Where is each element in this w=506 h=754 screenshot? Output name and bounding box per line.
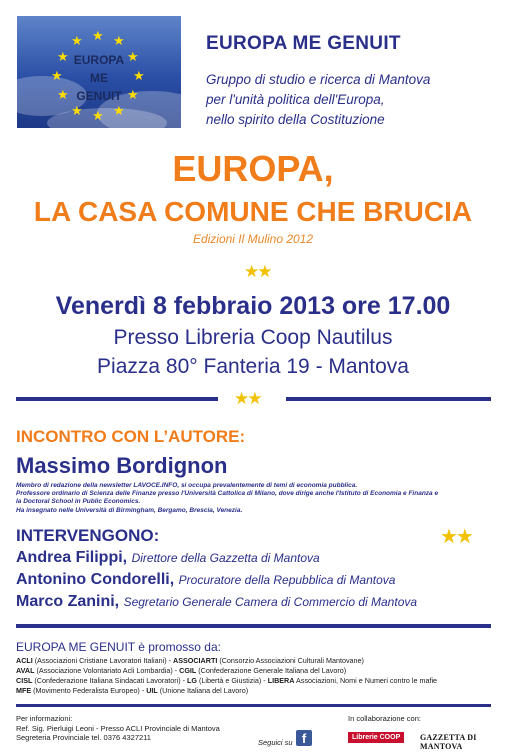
flag-text-line2: ME bbox=[90, 71, 108, 85]
event-venue-line1: Presso Libreria Coop Nautilus bbox=[113, 326, 393, 349]
facebook-icon[interactable]: f bbox=[296, 730, 312, 746]
divider-right bbox=[286, 397, 491, 401]
promoter-line bbox=[16, 656, 501, 666]
org-description bbox=[206, 70, 430, 130]
speaker-row bbox=[16, 549, 320, 567]
promoter-acronym: ACLI bbox=[16, 656, 33, 665]
divider bbox=[16, 704, 491, 707]
speaker-row bbox=[16, 571, 395, 589]
divider-left bbox=[16, 397, 218, 401]
speaker-name: Andrea Filippi, bbox=[16, 549, 128, 566]
info-heading: Per informazioni: bbox=[16, 714, 73, 723]
promoter-acronym: CISL bbox=[16, 676, 33, 685]
event-datetime: Venerdì 8 febbraio 2013 ore 17.00 bbox=[55, 292, 451, 320]
book-title-line2: LA CASA COMUNE CHE BRUCIA bbox=[33, 196, 473, 227]
gazzetta-logo: GAZZETTA DI MANTOVA bbox=[420, 733, 477, 751]
promoter-desc: (Confederazione Generale Italiana del Lavoro) bbox=[196, 666, 347, 675]
speaker-role: Procuratore della Repubblica di Mantova bbox=[178, 573, 396, 587]
promoter-desc: Associazioni, Nomi e Numeri contro le mafie bbox=[294, 676, 438, 685]
speaker-name: Marco Zanini, bbox=[16, 593, 120, 610]
promoter-line bbox=[16, 676, 501, 686]
org-name: EUROPA ME GENUIT bbox=[206, 33, 401, 54]
promoter-acronym: MFE bbox=[16, 686, 32, 695]
promoter-desc: (Movimento Federalista Europeo) - bbox=[31, 686, 147, 695]
author-bio bbox=[16, 482, 496, 515]
promoter-line bbox=[16, 686, 501, 696]
info-line: Segreteria Provinciale tel. 0376 4327211 bbox=[16, 733, 151, 742]
author-name: Massimo Bordignon bbox=[16, 453, 228, 478]
promoter-acronym: ASSOCIARTI bbox=[173, 656, 218, 665]
book-title-line1: EUROPA, bbox=[172, 148, 334, 189]
author-bio-line: Ha insegnato nelle Università di Birmingham, Bergamo, Brescia, Venezia. bbox=[16, 506, 243, 514]
follow-label: Seguici su bbox=[258, 738, 293, 747]
info-line: Ref. Sig. Pierluigi Leoni - Presso ACLI Provinciale di Mantova bbox=[16, 723, 220, 733]
divider bbox=[16, 624, 491, 628]
author-heading: INCONTRO CON L’AUTORE: bbox=[16, 427, 246, 446]
promoter-desc: (Associazione Volontariato Acli Lombardia) - bbox=[34, 666, 180, 675]
info-block bbox=[16, 714, 220, 743]
stars-decoration: ★★ bbox=[234, 389, 261, 409]
author-bio-line: Membro di redazione della newsletter LAVOCE.INFO, si occupa prevalentemente di temi di economia pubblica. bbox=[16, 482, 358, 489]
promoter-desc: (Associazioni Cristiane Lavoratori Italiani) - bbox=[32, 656, 173, 665]
librerie-coop-logo: Librerie COOP bbox=[348, 732, 404, 743]
org-description-line: nello spirito della Costituzione bbox=[206, 112, 385, 127]
author-bio-line: la Doctoral School in Public Economics. bbox=[16, 498, 141, 506]
stars-decoration: ★★ bbox=[440, 524, 472, 548]
stars-decoration: ★★ bbox=[244, 262, 271, 282]
europa-flag-logo: ★ ★ ★ ★ ★ ★ ★ ★ ★ ★ ★ ★ EUROPA ME GENUIT bbox=[17, 16, 181, 128]
book-edition: Edizioni Il Mulino 2012 bbox=[192, 232, 314, 246]
event-venue-line2: Piazza 80° Fanteria 19 - Mantova bbox=[97, 355, 409, 378]
promoter-desc: (Consorzio Associazioni Culturali Mantovane) bbox=[217, 656, 364, 665]
promoter-acronym: AVAL bbox=[16, 666, 35, 675]
org-description-line: per l'unità politica dell'Europa, bbox=[206, 92, 385, 107]
promoter-acronym: CGIL bbox=[179, 666, 197, 675]
promoter-desc: (Libertà e Giustizia) - bbox=[196, 676, 268, 685]
promotion-heading: EUROPA ME GENUIT è promosso da: bbox=[16, 640, 221, 654]
collab-label: In collaborazione con: bbox=[348, 714, 421, 723]
promoter-acronym: LIBERA bbox=[267, 676, 295, 685]
speakers-heading: INTERVENGONO: bbox=[16, 526, 160, 545]
promoter-acronym: UIL bbox=[146, 686, 158, 695]
speaker-name: Antonino Condorelli, bbox=[16, 571, 175, 588]
promoter-desc: (Confederazione Italiana Sindacati Lavoratori) - bbox=[32, 676, 187, 685]
promoter-desc: (Unione Italiana del Lavoro) bbox=[157, 686, 249, 695]
flag-text-line1: EUROPA bbox=[73, 53, 125, 67]
author-bio-line: Professore ordinario di Scienza delle Finanze presso l'Università Cattolica di Milano, dove dirige anche l'Istituto di Economia e Finanza e bbox=[16, 490, 439, 498]
speaker-role: Segretario Generale Camera di Commercio di Mantova bbox=[123, 595, 418, 609]
speaker-row bbox=[16, 593, 417, 611]
speaker-role: Direttore della Gazzetta di Mantova bbox=[131, 551, 320, 565]
org-description-line: Gruppo di studio e ricerca di Mantova bbox=[206, 72, 431, 87]
promoter-line bbox=[16, 666, 501, 676]
promoter-acronym: LG bbox=[187, 676, 197, 685]
flag-text-line3: GENUIT bbox=[76, 89, 122, 103]
